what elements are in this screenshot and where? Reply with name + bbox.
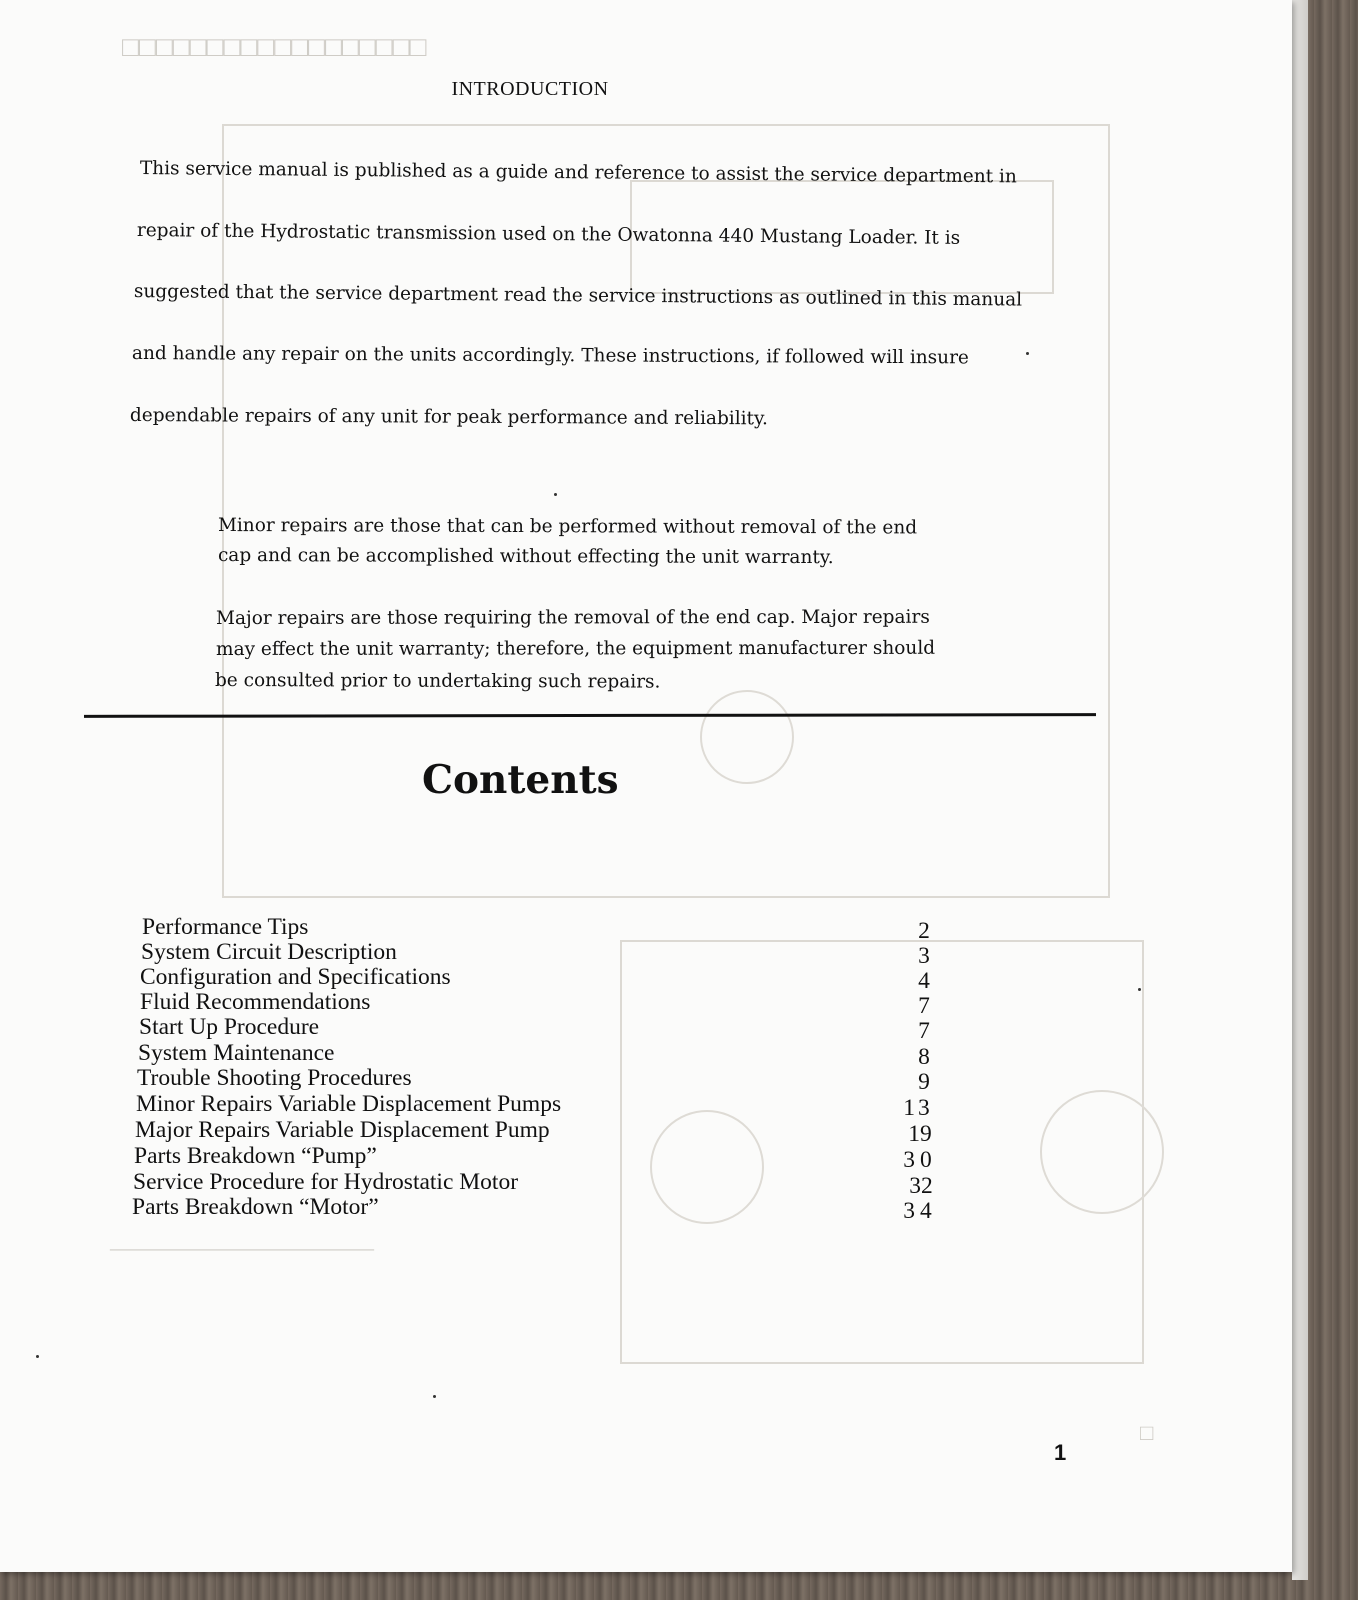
introduction-title: INTRODUCTION [451,78,609,100]
toc-entry-label: Minor Repairs Variable Displacement Pumps [136,1091,562,1117]
paper-speck [433,1395,436,1398]
minor-repairs-line: Minor repairs are those that can be performed without removal of the end [217,515,918,539]
toc-entry-label: Fluid Recommendations [140,989,371,1015]
toc-entry-label: Performance Tips [142,914,309,940]
minor-repairs-line: cap and can be accomplished without effecting the unit warranty. [217,545,834,569]
paper-speck [1026,352,1029,355]
bleed-through-text: ———————————— [110,1235,374,1260]
toc-entry-page: 4 [918,968,930,994]
toc-entry-page: 7 [918,993,930,1019]
contents-heading: Contents [422,757,619,803]
intro-paragraph-line: dependable repairs of any unit for peak performance and reliability. [129,405,768,430]
intro-paragraph-line: and handle any repair on the units accordingly. These instructions, if followed will insure [131,343,969,369]
toc-entry-page: 13 [903,1095,933,1121]
intro-paragraph-line: This service manual is published as a guide and reference to assist the service department in [139,158,1017,188]
toc-entry-page: 32 [909,1173,933,1199]
bleed-through-gear [1040,1090,1164,1214]
toc-entry-label: Configuration and Specifications [140,964,451,990]
page-number: 1 [1054,1440,1067,1465]
major-repairs-line: be consulted prior to undertaking such repairs. [214,670,661,693]
bleed-through-gear [650,1110,764,1224]
bleed-through-text: □ [1140,1420,1154,1445]
toc-entry-page: 3 [918,943,930,969]
toc-entry-label: System Maintenance [138,1040,335,1066]
paper-speck [554,493,557,496]
intro-paragraph-line: repair of the Hydrostatic transmission used on the Owatonna 440 Mustang Loader. It is [136,220,961,249]
toc-entry-label: Parts Breakdown “Motor” [132,1194,379,1220]
toc-entry-page: 8 [918,1044,930,1070]
major-repairs-line: Major repairs are those requiring the removal of the end cap. Major repairs [216,606,930,629]
toc-entry-page: 2 [918,918,930,944]
intro-paragraph-line: suggested that the service department read the service instructions as outlined in this manual [133,281,1023,311]
toc-entry-page: 9 [918,1069,930,1095]
toc-entry-page: 19 [908,1121,932,1147]
toc-entry-label: Start Up Procedure [139,1014,320,1040]
toc-entry-label: Service Procedure for Hydrostatic Motor [133,1169,519,1195]
page-stack-edge [1292,0,1308,1580]
major-repairs-line: may effect the unit warranty; therefore, the equipment manufacturer should [216,637,936,660]
paper-speck [1138,988,1141,991]
toc-entry-page: 7 [918,1018,930,1044]
bleed-through-gear [700,690,794,784]
toc-entry-label: Parts Breakdown “Pump” [134,1143,377,1169]
paper-speck [36,1355,39,1358]
toc-entry-label: Major Repairs Variable Displacement Pump [135,1117,550,1143]
bleed-through-text: □□□□□□□□□□□□□□□□□□ [122,32,427,63]
toc-entry-label: System Circuit Description [141,939,397,965]
toc-entry-page: 30 [903,1147,937,1173]
toc-entry-label: Trouble Shooting Procedures [137,1065,412,1091]
toc-entry-page: 34 [903,1198,937,1224]
